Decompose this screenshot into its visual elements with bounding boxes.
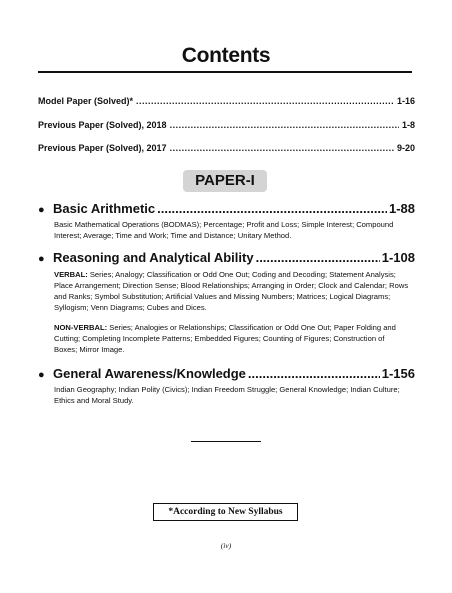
- dot-leader: [170, 143, 394, 153]
- section-heading-reasoning[interactable]: [38, 250, 415, 266]
- section-heading-general-awareness[interactable]: [38, 366, 415, 382]
- section-topics: Basic Mathematical Operations (BODMAS); Percentage; Profit and Loss; Simple Interest; Compound Interest; Average; Time and Work; Time and Distance; Unitary Method.: [54, 220, 394, 241]
- toc-entry-label: Previous Paper (Solved), 2017: [38, 143, 167, 153]
- toc-entry-previous-paper-2018[interactable]: [38, 120, 415, 134]
- section-pages: 1-156: [381, 366, 415, 381]
- bullet-icon: ●: [38, 253, 45, 265]
- page-number: (iv): [220, 541, 232, 550]
- toc-entry-pages: 1-16: [396, 96, 415, 106]
- toc-entry-pages: 9-20: [396, 143, 415, 153]
- verbal-topics: Series; Analogy; Classification or Odd One Out; Coding and Decoding; Statement Analysis; Place Arrangement; Direction Sense; Blood Relationships; Arranging in Order; Clock and Calendar; Rows and Ranks; Symbol Substitution; Artificial Values and Missing Numbers; Matrices; Logical Diagrams; Syllogism; Venn Diagrams; Cubes and Dices.: [54, 270, 409, 313]
- title-underline: [38, 71, 412, 73]
- page-title: Contents: [181, 44, 271, 67]
- syllabus-note: *According to New Syllabus: [153, 503, 298, 521]
- dot-leader: [170, 120, 399, 130]
- verbal-label: VERBAL:: [54, 270, 88, 279]
- dot-leader: [256, 250, 380, 265]
- section-heading-basic-arithmetic[interactable]: [38, 201, 415, 217]
- bullet-icon: ●: [38, 204, 45, 216]
- toc-entry-label: Model Paper (Solved)*: [38, 96, 134, 106]
- dot-leader: [248, 366, 380, 381]
- divider: [191, 441, 261, 442]
- section-topics: Indian Geography; Indian Polity (Civics); Indian Freedom Struggle; General Knowledge; Indian Culture; Ethics and Moral Study.: [54, 385, 400, 406]
- section-topics-verbal: [54, 269, 409, 313]
- section-title: Reasoning and Analytical Ability: [53, 250, 254, 265]
- dot-leader: [136, 96, 394, 106]
- toc-entry-model-paper[interactable]: [38, 96, 415, 110]
- section-title: Basic Arithmetic: [53, 201, 156, 216]
- toc-entry-pages: 1-8: [401, 120, 415, 130]
- bullet-icon: ●: [38, 369, 45, 381]
- section-pages: 1-108: [381, 250, 415, 265]
- section-topics-nonverbal: [54, 322, 409, 355]
- toc-entry-label: Previous Paper (Solved), 2018: [38, 120, 167, 130]
- dot-leader: [157, 201, 387, 216]
- nonverbal-label: NON-VERBAL:: [54, 323, 108, 332]
- section-title: General Awareness/Knowledge: [53, 366, 246, 381]
- nonverbal-topics: Series; Analogies or Relationships; Classification or Odd One Out; Paper Folding and Cutting; Completing Incomplete Patterns; Embedded Figures; Counting of Figures; Construction of Boxes; Mirror Image.: [54, 323, 396, 355]
- section-pages: 1-88: [388, 201, 415, 216]
- paper-heading: PAPER-I: [183, 170, 267, 192]
- toc-entry-previous-paper-2017[interactable]: [38, 143, 415, 157]
